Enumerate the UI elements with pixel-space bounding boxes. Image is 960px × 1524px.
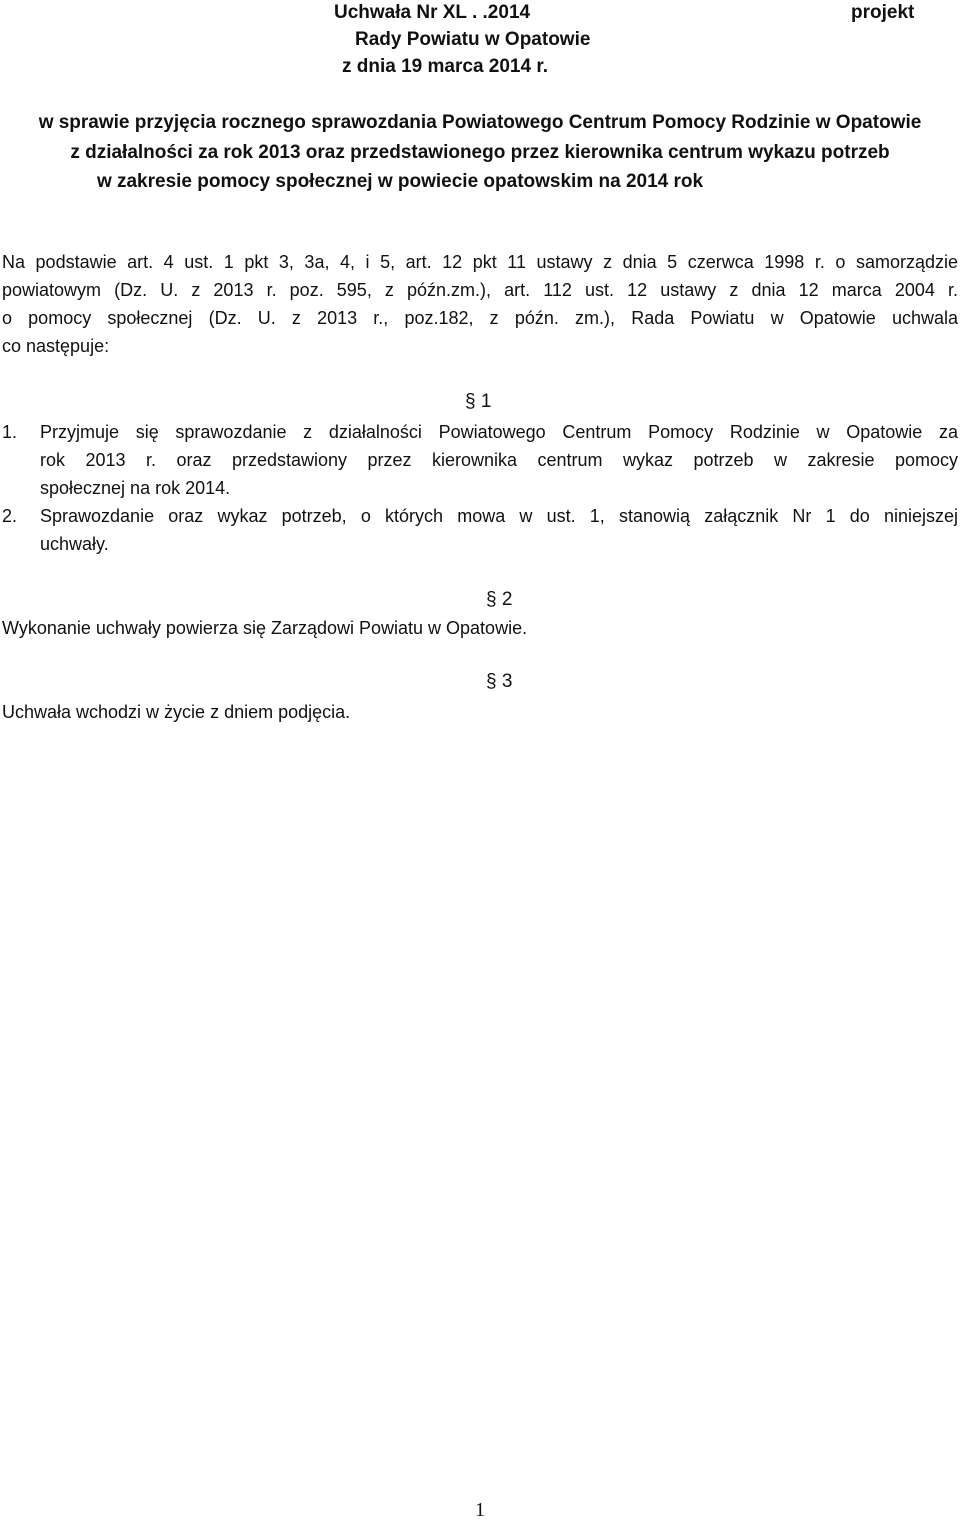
item-1-line-1: Przyjmuje się sprawozdanie z działalności Powiatowego Centrum Pomocy Rodzinie w Opatowie za (40, 422, 958, 442)
subject-line-1: w sprawie przyjęcia rocznego sprawozdania Powiatowego Centrum Pomocy Rodzinie w Opatowie (38, 112, 922, 133)
council-name: Rady Powiatu w Opatowie (355, 29, 591, 50)
item-2-line-2: uchwały. (40, 534, 109, 554)
resolution-date: z dnia 19 marca 2014 r. (342, 56, 548, 77)
preamble-line-3: o pomocy społecznej (Dz. U. z 2013 r., poz.182, z późn. zm.), Rada Powiatu w Opatowie uchwala (2, 308, 958, 328)
draft-label: projekt (851, 2, 915, 23)
resolution-number: Uchwała Nr XL . .2014 (334, 2, 531, 23)
preamble-line-2: powiatowym (Dz. U. z 2013 r. poz. 595, z późn.zm.), art. 112 ust. 12 ustawy z dnia 12 marca 2004 r. (2, 280, 958, 300)
subject-line-2: z działalności za rok 2013 oraz przedstawionego przez kierownika centrum wykazu potrzeb (70, 142, 890, 163)
section-1-mark: § 1 (465, 391, 492, 412)
item-1-number: 1. (2, 422, 18, 442)
preamble-line-4: co następuje: (2, 336, 110, 356)
section-2-mark: § 2 (486, 589, 513, 610)
subject-line-3: w zakresie pomocy społecznej w powiecie opatowskim na 2014 rok (96, 171, 704, 192)
page-number: 1 (475, 1499, 485, 1521)
section-3-mark: § 3 (486, 671, 513, 692)
item-2-number: 2. (2, 506, 18, 526)
item-1-line-2: rok 2013 r. oraz przedstawiony przez kierownika centrum wykaz potrzeb w zakresie pomocy (40, 450, 958, 470)
item-2-line-1: Sprawozdanie oraz wykaz potrzeb, o których mowa w ust. 1, stanowią załącznik Nr 1 do niniejszej (40, 506, 958, 526)
section-3-text: Uchwała wchodzi w życie z dniem podjęcia. (2, 702, 351, 722)
preamble-line-1: Na podstawie art. 4 ust. 1 pkt 3, 3a, 4, i 5, art. 12 pkt 11 ustawy z dnia 5 czerwca 1998 r. o samorządzie (2, 252, 958, 272)
item-1-line-3: społecznej na rok 2014. (40, 478, 231, 498)
section-2-text: Wykonanie uchwały powierza się Zarządowi Powiatu w Opatowie. (2, 618, 528, 638)
